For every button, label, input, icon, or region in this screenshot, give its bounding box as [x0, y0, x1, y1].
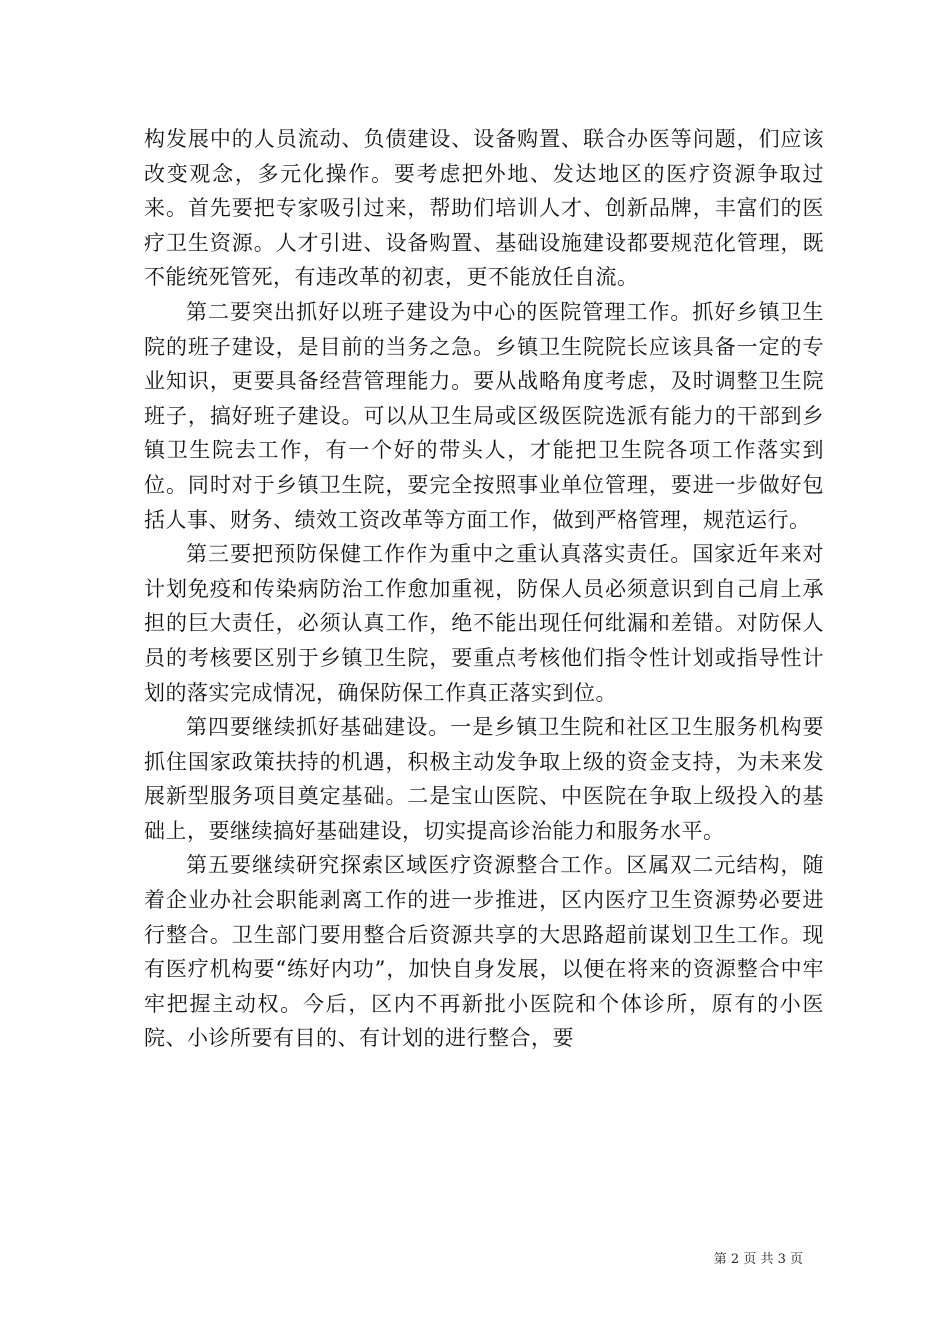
paragraph-fourth-point: 第四要继续抓好基础建设。一是乡镇卫生院和社区卫生服务机构要抓住国家政策扶持的机遇，积极主动发争取上级的资金支持，为未来发展新型服务项目奠定基础。二是宝山医院、中医院在争取上级投入的基础上，要继续搞好基础建设，切实提高诊治能力和服务水平。	[144, 715, 824, 843]
paragraph-third-point: 第三要把预防保健工作作为重中之重认真落实责任。国家近年来对计划免疫和传染病防治工作愈加重视，防保人员必须意识到自己肩上承担的巨大责任，必须认真工作，绝不能出现任何纰漏和差错。对防保人员的考核要区别于乡镇卫生院，要重点考核他们指令性计划或指导性计划的落实完成情况，确保防保工作真正落实到位。	[144, 542, 824, 705]
document-body	[144, 122, 824, 1056]
paragraph-fifth-point: 第五要继续研究探索区域医疗资源整合工作。区属双二元结构，随着企业办社会职能剥离工作的进一步推进，区内医疗卫生资源势必要进行整合。卫生部门要用整合后资源共享的大思路超前谋划卫生工作。现有医疗机构要“练好内功”，加快自身发展，以便在将来的资源整合中牢牢把握主动权。今后，区内不再新批小医院和个体诊所，原有的小医院、小诊所要有目的、有计划的进行整合，要	[144, 853, 824, 1051]
paragraph-second-point: 第二要突出抓好以班子建设为中心的医院管理工作。抓好乡镇卫生院的班子建设，是目前的当务之急。乡镇卫生院院长应该具备一定的专业知识，更要具备经营管理能力。要从战略角度考虑，及时调整卫生院班子，搞好班子建设。可以从卫生局或区级医院选派有能力的干部到乡镇卫生院去工作，有一个好的带头人，才能把卫生院各项工作落实到位。同时对于乡镇卫生院，要完全按照事业单位管理，要进一步做好包括人事、财务、绩效工资改革等方面工作，做到严格管理，规范运行。	[144, 299, 824, 532]
paragraph-continuation: 构发展中的人员流动、负债建设、设备购置、联合办医等问题，们应该改变观念，多元化操作。要考虑把外地、发达地区的医疗资源争取过来。首先要把专家吸引过来，帮助们培训人才、创新品牌，丰富们的医疗卫生资源。人才引进、设备购置、基础设施建设都要规范化管理，既不能统死管死，有违改革的初衷，更不能放任自流。	[144, 127, 824, 290]
page-number-footer: 第 2 页 共 3 页	[713, 1252, 803, 1267]
